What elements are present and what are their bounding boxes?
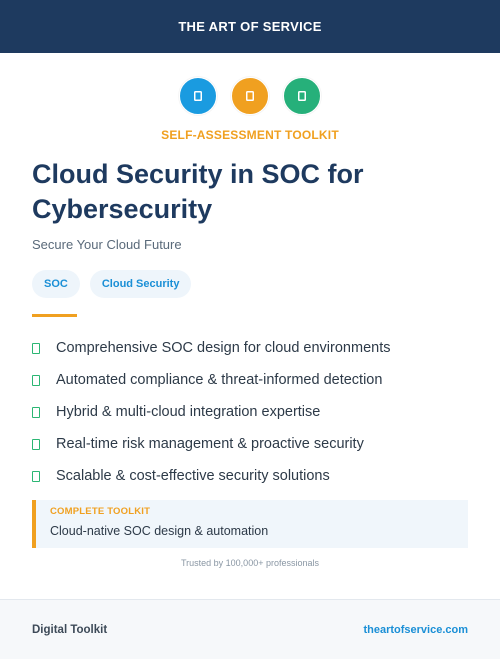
list-item [32, 364, 472, 396]
trust-note: Trusted by 100,000+ professionals [180, 558, 319, 568]
feature-text: Automated compliance & threat-informed detection [56, 372, 383, 388]
footer [0, 599, 500, 659]
tag-cloud-security[interactable]: Cloud Security [90, 270, 192, 298]
list-item [32, 332, 472, 364]
tag-soc[interactable]: SOC [32, 270, 80, 298]
tablet-icon [231, 77, 269, 115]
brand-name: THE ART OF SERVICE [178, 19, 322, 34]
feature-list [32, 332, 472, 492]
website-link[interactable]: theartofservice.com [363, 623, 468, 636]
feature-text: Comprehensive SOC design for cloud environments [56, 340, 391, 356]
icon-row [0, 77, 500, 115]
check-icon [32, 343, 40, 354]
list-item [32, 396, 472, 428]
feature-text: Hybrid & multi-cloud integration expertise [56, 404, 321, 420]
feature-text: Real-time risk management & proactive security [56, 436, 364, 452]
tablet-icon [179, 77, 217, 115]
check-icon [32, 407, 40, 418]
list-item [32, 460, 472, 492]
tag-list [32, 270, 191, 298]
accent-divider [32, 314, 77, 317]
top-banner [0, 0, 500, 53]
check-icon [32, 439, 40, 450]
check-icon [32, 471, 40, 482]
feature-text: Scalable & cost-effective security solutions [56, 468, 330, 484]
toolkit-callout [32, 500, 468, 548]
kicker-label: SELF-ASSESSMENT TOOLKIT [161, 128, 339, 142]
callout-text: Cloud-native SOC design & automation [50, 524, 269, 538]
footer-label: Digital Toolkit [32, 623, 108, 636]
callout-label: COMPLETE TOOLKIT [50, 506, 151, 517]
tablet-icon [283, 77, 321, 115]
page-title: Cloud Security in SOC for Cybersecurity [32, 159, 364, 224]
subtitle: Secure Your Cloud Future [32, 237, 182, 252]
check-icon [32, 375, 40, 386]
list-item [32, 428, 472, 460]
